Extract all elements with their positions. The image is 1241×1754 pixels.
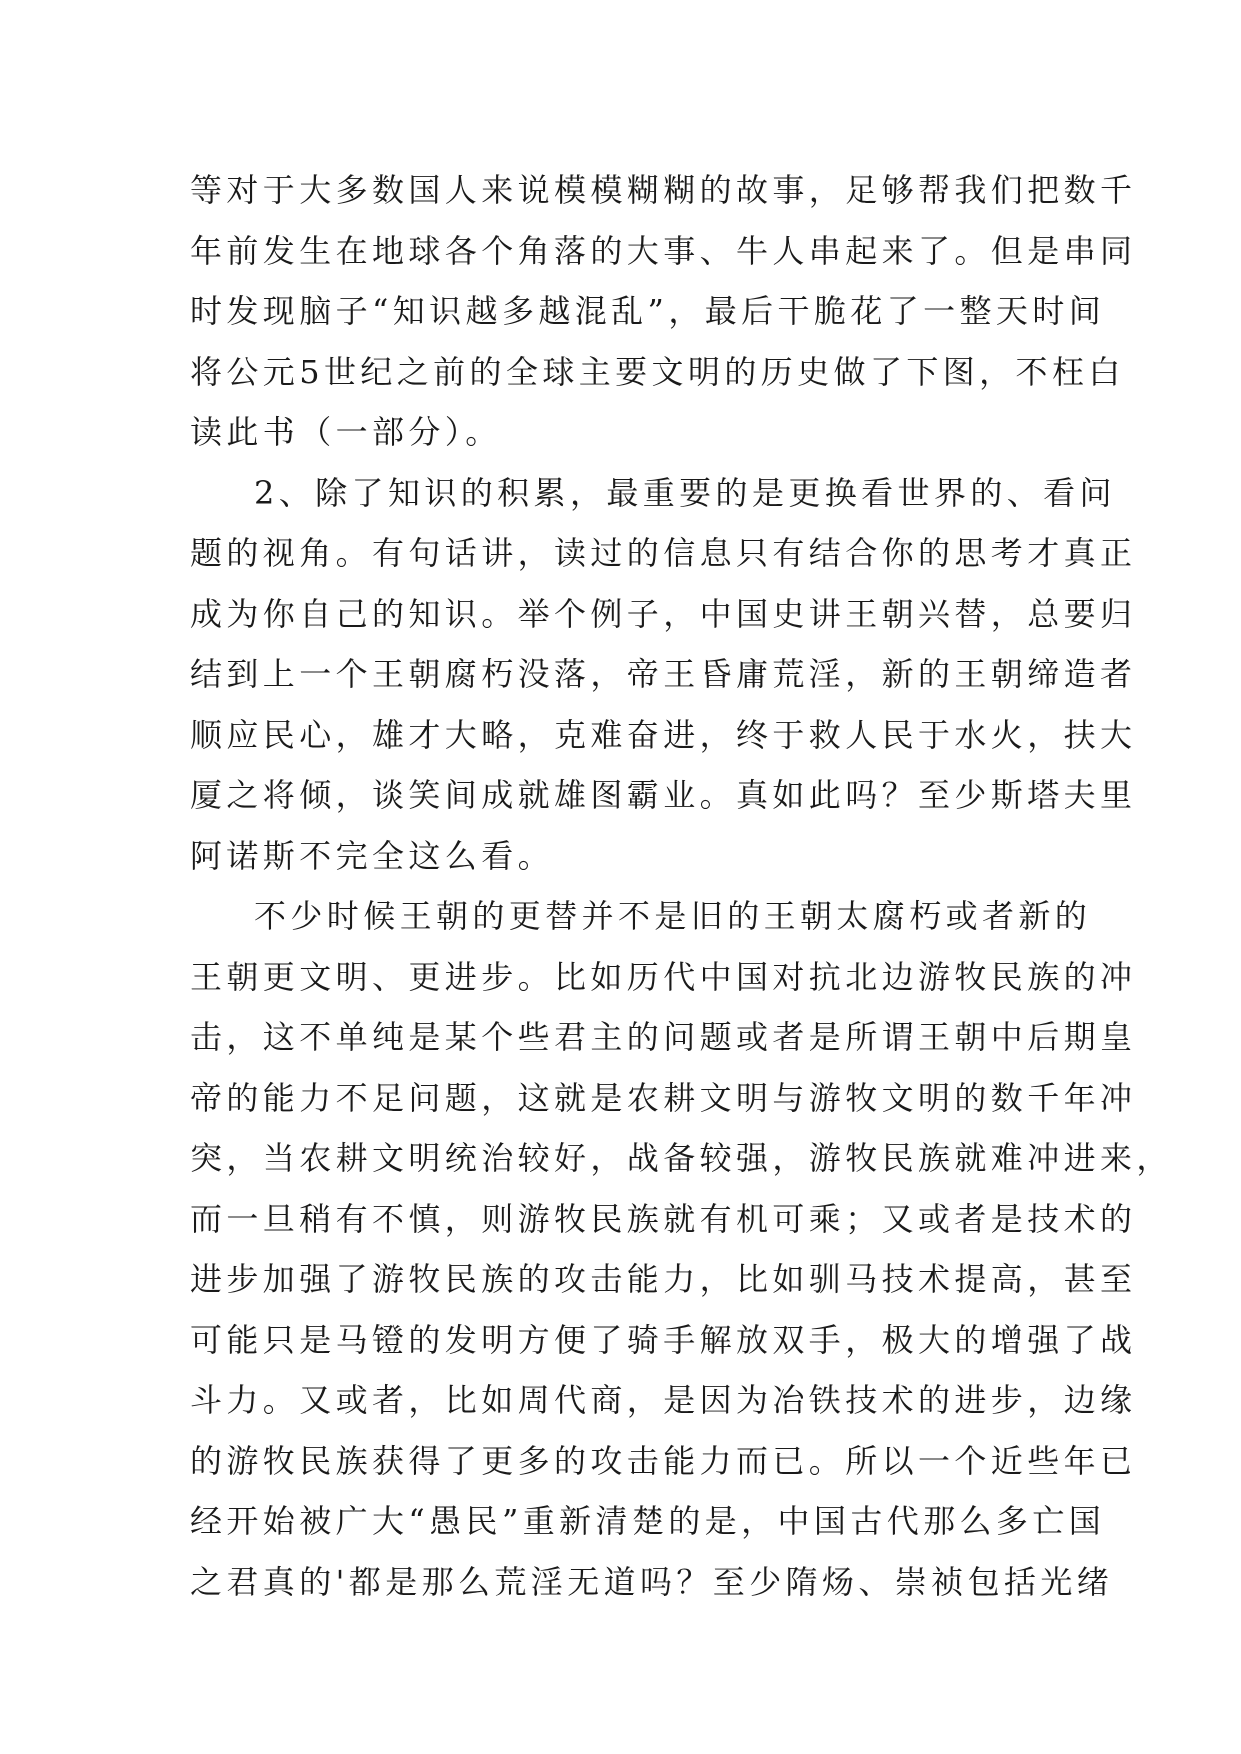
text-line: 击，这不单纯是某个些君主的问题或者是所谓王朝中后期皇	[190, 1018, 1137, 1056]
text-line: 厦之将倾，谈笑间成就雄图霸业。真如此吗？至少斯塔夫里	[190, 776, 1137, 814]
text-line: 王朝更文明、更进步。比如历代中国对抗北边游牧民族的冲	[190, 957, 1137, 996]
text-line: 进步加强了游牧民族的攻击能力，比如驯马技术提高，甚至	[190, 1260, 1137, 1298]
text-line: 斗力。又或者，比如周代商，是因为冶铁技术的进步，边缘	[190, 1381, 1137, 1419]
text-line: 结到上一个王朝腐朽没落，帝王昏庸荒淫，新的王朝缔造者	[190, 655, 1137, 693]
text-line: 之君真的'都是那么荒淫无道吗？至少隋炀、崇祯包括光绪	[190, 1562, 1114, 1601]
text-line: 时发现脑子“知识越多越混乱”，最后干脆花了一整天时间	[190, 292, 1106, 330]
document-body	[190, 160, 1173, 1612]
text-line: 等对于大多数国人来说模模糊糊的故事，足够帮我们把数千	[190, 171, 1137, 209]
text-line: 不少时候王朝的更替并不是旧的王朝太腐朽或者新的	[254, 897, 1092, 935]
text-line: 阿诺斯不完全这么看。	[190, 836, 555, 875]
text-line: 题的视角。有句话讲，读过的信息只有结合你的思考才真正	[190, 534, 1137, 572]
text-line: 年前发生在地球各个角落的大事、牛人串起来了。但是串同	[190, 231, 1137, 270]
paragraph	[190, 160, 1137, 463]
text-line: 将公元5世纪之前的全球主要文明的历史做了下图，不枉白	[190, 352, 1125, 391]
text-line: 2、除了知识的积累，最重要的是更换看世界的、看问	[254, 473, 1116, 512]
text-line: 而一旦稍有不慎，则游牧民族就有机可乘；又或者是技术的	[190, 1199, 1137, 1238]
text-line: 经开始被广大“愚民”重新清楚的是，中国古代那么多亡国	[190, 1502, 1106, 1540]
text-line: 帝的能力不足问题，这就是农耕文明与游牧文明的数千年冲	[190, 1078, 1137, 1117]
text-line: 读此书（一部分）。	[190, 413, 502, 451]
paragraph	[190, 886, 1173, 1612]
text-line: 突，当农耕文明统治较好，战备较强，游牧民族就难冲进来，	[190, 1139, 1173, 1177]
text-line: 的游牧民族获得了更多的攻击能力而已。所以一个近些年已	[190, 1441, 1137, 1480]
text-line: 顺应民心，雄才大略，克难奋进，终于救人民于水火，扶大	[190, 715, 1137, 754]
text-line: 成为你自己的知识。举个例子，中国史讲王朝兴替，总要归	[190, 594, 1137, 633]
paragraph	[190, 463, 1137, 887]
text-line: 可能只是马镫的发明方便了骑手解放双手，极大的增强了战	[190, 1320, 1137, 1359]
